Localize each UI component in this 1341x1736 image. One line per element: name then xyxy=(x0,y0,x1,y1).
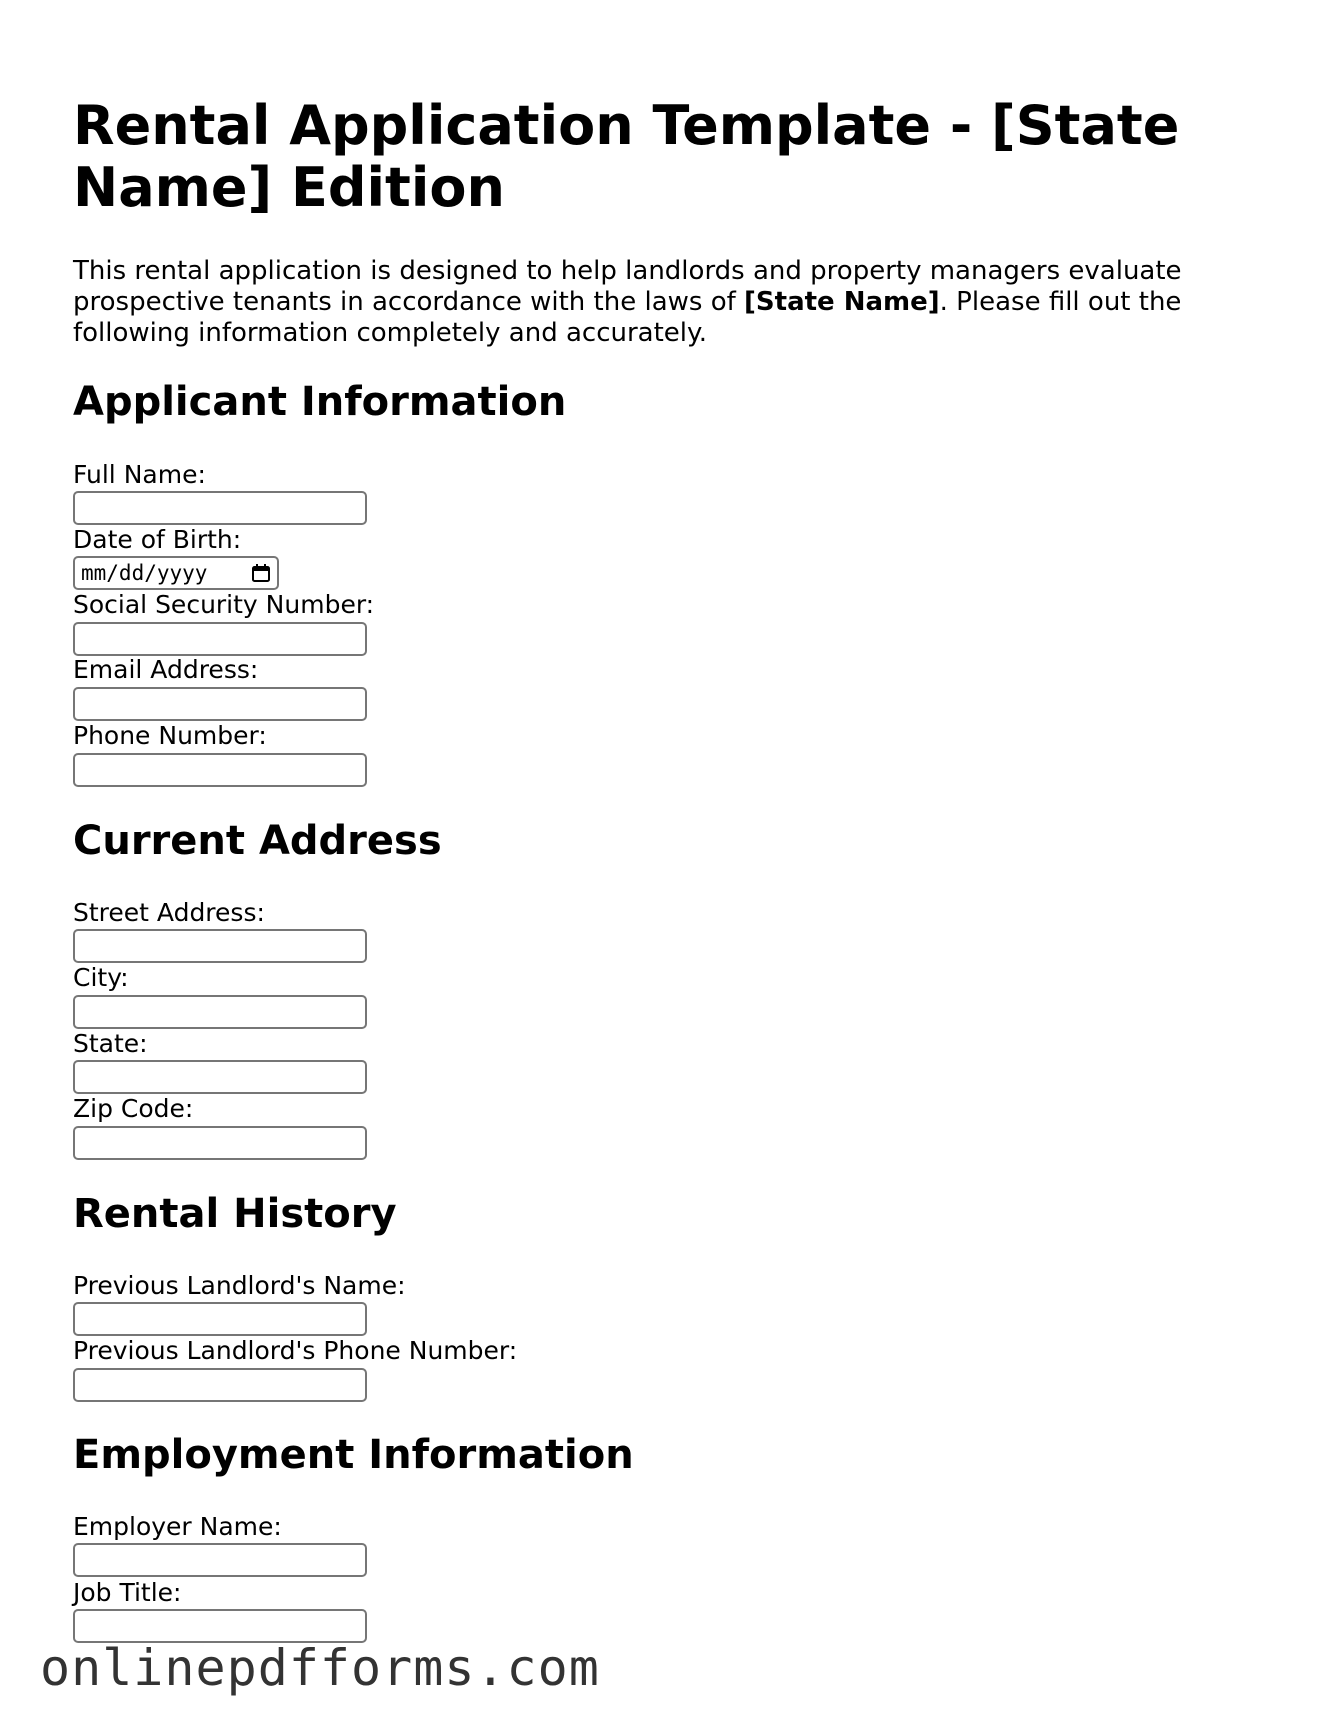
employment-information-heading: Employment Information xyxy=(73,1432,634,1478)
ssn-label: Social Security Number: xyxy=(73,590,375,619)
street-address-label: Street Address: xyxy=(73,898,265,927)
intro-paragraph xyxy=(73,256,1263,349)
employer-name-label: Employer Name: xyxy=(73,1512,282,1541)
phone-number-input[interactable] xyxy=(73,753,367,787)
previous-landlord-phone-label: Previous Landlord's Phone Number: xyxy=(73,1336,518,1365)
previous-landlord-name-label: Previous Landlord's Name: xyxy=(73,1271,406,1300)
email-address-input[interactable] xyxy=(73,687,367,721)
state-input[interactable] xyxy=(73,1060,367,1094)
zip-code-input[interactable] xyxy=(73,1126,367,1160)
employer-name-input[interactable] xyxy=(73,1543,367,1577)
city-label: City: xyxy=(73,963,129,992)
page-title: Rental Application Template - [State Name] Edition xyxy=(73,94,1180,219)
email-address-label: Email Address: xyxy=(73,655,259,684)
rental-history-heading: Rental History xyxy=(73,1191,397,1237)
calendar-icon[interactable] xyxy=(251,563,271,583)
ssn-input[interactable] xyxy=(73,622,367,656)
intro-text-after: . Please fill out the following information completely and accurately. xyxy=(73,287,1182,348)
applicant-information-heading: Applicant Information xyxy=(73,379,567,425)
street-address-input[interactable] xyxy=(73,929,367,963)
phone-number-label: Phone Number: xyxy=(73,721,267,750)
date-of-birth-placeholder: mm/dd/yyyy xyxy=(81,561,208,585)
watermark: onlinepdfforms.com xyxy=(40,1639,600,1697)
state-label: State: xyxy=(73,1029,148,1058)
full-name-input[interactable] xyxy=(73,491,367,525)
city-input[interactable] xyxy=(73,995,367,1029)
job-title-label: Job Title: xyxy=(73,1578,182,1607)
date-of-birth-label: Date of Birth: xyxy=(73,525,242,554)
previous-landlord-phone-input[interactable] xyxy=(73,1368,367,1402)
current-address-heading: Current Address xyxy=(73,818,442,864)
intro-state-name: [State Name] xyxy=(744,287,940,317)
full-name-label: Full Name: xyxy=(73,460,206,489)
previous-landlord-name-input[interactable] xyxy=(73,1302,367,1336)
zip-code-label: Zip Code: xyxy=(73,1094,194,1123)
intro-text-before: This rental application is designed to help landlords and property managers evaluate prospective tenants in accordance with the laws of xyxy=(73,256,1182,317)
date-of-birth-input[interactable] xyxy=(73,556,279,590)
